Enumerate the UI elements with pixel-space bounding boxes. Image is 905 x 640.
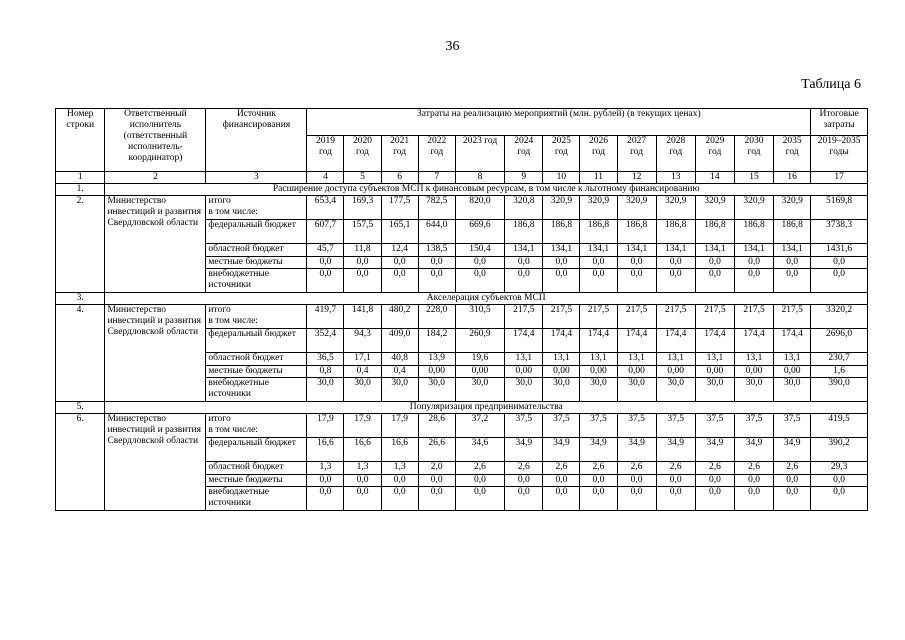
value-cell: 217,5 — [734, 305, 773, 329]
value-cell: 45,7 — [307, 244, 344, 257]
value-cell: 30,0 — [505, 378, 543, 402]
total-cell: 390,0 — [811, 378, 868, 402]
value-cell: 186,8 — [505, 220, 543, 244]
value-cell: 2,6 — [505, 462, 543, 475]
value-cell: 2,6 — [695, 462, 734, 475]
value-cell: 0,0 — [455, 487, 504, 511]
value-cell: 134,1 — [695, 244, 734, 257]
value-cell: 0,0 — [695, 257, 734, 269]
header-row-number: Номер строки — [56, 109, 105, 172]
value-cell: 37,5 — [774, 414, 811, 438]
value-cell: 0,0 — [774, 487, 811, 511]
value-cell: 186,8 — [617, 220, 656, 244]
value-cell: 0,0 — [656, 257, 695, 269]
column-number: 6 — [381, 172, 418, 184]
source-cell: внебюджетные источники — [206, 269, 307, 293]
value-cell: 34,6 — [455, 438, 504, 462]
section-row — [56, 402, 868, 414]
section-number: 1. — [56, 184, 105, 196]
value-cell: 30,0 — [656, 378, 695, 402]
value-cell: 0,4 — [381, 366, 418, 378]
value-cell: 0,0 — [505, 269, 543, 293]
value-cell: 0,0 — [505, 257, 543, 269]
value-cell: 134,1 — [774, 244, 811, 257]
value-cell: 36,5 — [307, 353, 344, 366]
value-cell: 669,6 — [455, 220, 504, 244]
header-year: 2030 год — [734, 136, 773, 172]
value-cell: 0,0 — [617, 487, 656, 511]
source-cell: областной бюджет — [206, 244, 307, 257]
value-cell: 217,5 — [617, 305, 656, 329]
header-year: 2021 год — [381, 136, 418, 172]
value-cell: 0,0 — [381, 269, 418, 293]
value-cell: 16,6 — [344, 438, 381, 462]
header-row — [56, 109, 868, 136]
value-cell: 0,0 — [418, 475, 455, 487]
value-cell: 782,5 — [418, 196, 455, 220]
total-cell: 0,0 — [811, 475, 868, 487]
value-cell: 174,4 — [580, 329, 617, 353]
value-cell: 644,0 — [418, 220, 455, 244]
value-cell: 0,00 — [418, 366, 455, 378]
value-cell: 174,4 — [543, 329, 580, 353]
header-year: 2029 год — [695, 136, 734, 172]
header-year: 2020 год — [344, 136, 381, 172]
total-cell: 0,0 — [811, 257, 868, 269]
header-year: 2026 год — [580, 136, 617, 172]
value-cell: 217,5 — [695, 305, 734, 329]
column-number: 7 — [418, 172, 455, 184]
column-number: 3 — [206, 172, 307, 184]
value-cell: 0,0 — [381, 487, 418, 511]
value-cell: 1,3 — [344, 462, 381, 475]
value-cell: 165,1 — [381, 220, 418, 244]
value-cell: 0,0 — [418, 257, 455, 269]
value-cell: 409,0 — [381, 329, 418, 353]
value-cell: 0,0 — [734, 257, 773, 269]
value-cell: 134,1 — [543, 244, 580, 257]
column-number: 4 — [307, 172, 344, 184]
source-cell: федеральный бюджет — [206, 438, 307, 462]
funding-table — [55, 108, 868, 511]
value-cell: 0,0 — [617, 475, 656, 487]
value-cell: 0,00 — [774, 366, 811, 378]
value-cell: 0,0 — [580, 269, 617, 293]
value-cell: 0,0 — [617, 257, 656, 269]
column-number: 10 — [543, 172, 580, 184]
value-cell: 30,0 — [734, 378, 773, 402]
column-number: 17 — [811, 172, 868, 184]
value-cell: 260,9 — [455, 329, 504, 353]
value-cell: 0,0 — [656, 487, 695, 511]
value-cell: 174,4 — [656, 329, 695, 353]
value-cell: 186,8 — [543, 220, 580, 244]
value-cell: 320,9 — [774, 196, 811, 220]
value-cell: 820,0 — [455, 196, 504, 220]
source-cell: итого в том числе: — [206, 414, 307, 438]
value-cell: 17,9 — [307, 414, 344, 438]
value-cell: 150,4 — [455, 244, 504, 257]
value-cell: 217,5 — [580, 305, 617, 329]
total-cell: 1431,6 — [811, 244, 868, 257]
value-cell: 30,0 — [455, 378, 504, 402]
value-cell: 0,0 — [344, 487, 381, 511]
value-cell: 0,0 — [307, 475, 344, 487]
value-cell: 0,0 — [695, 487, 734, 511]
value-cell: 134,1 — [580, 244, 617, 257]
header-total-period: 2019–2035 годы — [811, 136, 868, 172]
value-cell: 34,9 — [656, 438, 695, 462]
value-cell: 352,4 — [307, 329, 344, 353]
value-cell: 34,9 — [505, 438, 543, 462]
row-number: 6. — [56, 414, 105, 511]
total-cell: 5169,8 — [811, 196, 868, 220]
value-cell: 186,8 — [774, 220, 811, 244]
total-cell: 3738,3 — [811, 220, 868, 244]
value-cell: 320,9 — [617, 196, 656, 220]
value-cell: 0,0 — [381, 257, 418, 269]
total-cell: 1,6 — [811, 366, 868, 378]
column-number: 15 — [734, 172, 773, 184]
value-cell: 0,0 — [381, 475, 418, 487]
value-cell: 186,8 — [580, 220, 617, 244]
value-cell: 13,1 — [774, 353, 811, 366]
value-cell: 30,0 — [344, 378, 381, 402]
value-cell: 37,5 — [505, 414, 543, 438]
total-cell: 419,5 — [811, 414, 868, 438]
section-title: Популяризация предпринимательства — [105, 402, 868, 414]
header-year: 2025 год — [543, 136, 580, 172]
total-cell: 0,0 — [811, 269, 868, 293]
value-cell: 0,0 — [418, 487, 455, 511]
column-number: 5 — [344, 172, 381, 184]
value-cell: 0,0 — [543, 487, 580, 511]
header-executor: Ответственный исполнитель (ответственный исполнитель-координатор) — [105, 109, 206, 172]
value-cell: 37,5 — [734, 414, 773, 438]
total-cell: 0,0 — [811, 487, 868, 511]
value-cell: 0,0 — [543, 475, 580, 487]
value-cell: 2,6 — [580, 462, 617, 475]
value-cell: 0,00 — [505, 366, 543, 378]
value-cell: 19,6 — [455, 353, 504, 366]
value-cell: 320,9 — [543, 196, 580, 220]
column-number: 9 — [505, 172, 543, 184]
value-cell: 16,6 — [307, 438, 344, 462]
header-source: Источник финансирования — [206, 109, 307, 172]
value-cell: 0,0 — [344, 269, 381, 293]
value-cell: 134,1 — [505, 244, 543, 257]
total-cell: 230,7 — [811, 353, 868, 366]
column-number: 2 — [105, 172, 206, 184]
column-number: 12 — [617, 172, 656, 184]
value-cell: 2,6 — [734, 462, 773, 475]
value-cell: 13,1 — [505, 353, 543, 366]
value-cell: 2,6 — [543, 462, 580, 475]
value-cell: 169,3 — [344, 196, 381, 220]
value-cell: 320,9 — [695, 196, 734, 220]
value-cell: 0,0 — [580, 475, 617, 487]
value-cell: 0,0 — [734, 487, 773, 511]
value-cell: 30,0 — [307, 378, 344, 402]
column-number: 13 — [656, 172, 695, 184]
table-caption: Таблица 6 — [801, 77, 861, 92]
value-cell: 0,4 — [344, 366, 381, 378]
value-cell: 320,9 — [734, 196, 773, 220]
source-cell: федеральный бюджет — [206, 220, 307, 244]
value-cell: 186,8 — [656, 220, 695, 244]
header-costs: Затраты на реализацию мероприятий (млн. рублей) (в текущих ценах) — [307, 109, 811, 136]
value-cell: 0,0 — [307, 257, 344, 269]
value-cell: 13,1 — [734, 353, 773, 366]
value-cell: 186,8 — [695, 220, 734, 244]
section-row — [56, 184, 868, 196]
value-cell: 0,0 — [505, 487, 543, 511]
value-cell: 217,5 — [543, 305, 580, 329]
value-cell: 2,6 — [774, 462, 811, 475]
value-cell: 13,1 — [656, 353, 695, 366]
table-row — [56, 196, 868, 220]
value-cell: 0,00 — [543, 366, 580, 378]
row-number: 2. — [56, 196, 105, 293]
value-cell: 320,8 — [505, 196, 543, 220]
value-cell: 30,0 — [381, 378, 418, 402]
value-cell: 13,1 — [617, 353, 656, 366]
value-cell: 11,8 — [344, 244, 381, 257]
executor-cell: Министерство инвестиций и развития Свердловской области — [105, 305, 206, 402]
value-cell: 174,4 — [774, 329, 811, 353]
value-cell: 34,9 — [774, 438, 811, 462]
section-title: Расширение доступа субъектов МСП к финансовым ресурсам, в том числе к льготному финансированию — [105, 184, 868, 196]
value-cell: 0,0 — [307, 269, 344, 293]
row-number: 4. — [56, 305, 105, 402]
value-cell: 30,0 — [418, 378, 455, 402]
value-cell: 26,6 — [418, 438, 455, 462]
table-row — [56, 305, 868, 329]
executor-cell: Министерство инвестиций и развития Свердловской области — [105, 196, 206, 293]
header-year: 2027 год — [617, 136, 656, 172]
value-cell: 30,0 — [580, 378, 617, 402]
value-cell: 0,00 — [455, 366, 504, 378]
value-cell: 13,1 — [580, 353, 617, 366]
value-cell: 30,0 — [695, 378, 734, 402]
value-cell: 0,0 — [695, 475, 734, 487]
source-cell: внебюджетные источники — [206, 487, 307, 511]
value-cell: 0,00 — [656, 366, 695, 378]
value-cell: 0,0 — [734, 269, 773, 293]
value-cell: 0,0 — [344, 475, 381, 487]
value-cell: 0,0 — [543, 269, 580, 293]
value-cell: 37,5 — [617, 414, 656, 438]
value-cell: 0,00 — [617, 366, 656, 378]
header-year: 2019 год — [307, 136, 344, 172]
value-cell: 13,9 — [418, 353, 455, 366]
value-cell: 0,0 — [418, 269, 455, 293]
value-cell: 134,1 — [656, 244, 695, 257]
value-cell: 157,5 — [344, 220, 381, 244]
value-cell: 2,0 — [418, 462, 455, 475]
column-number: 11 — [580, 172, 617, 184]
total-cell: 2696,0 — [811, 329, 868, 353]
value-cell: 217,5 — [505, 305, 543, 329]
value-cell: 40,8 — [381, 353, 418, 366]
value-cell: 419,7 — [307, 305, 344, 329]
header-year: 2023 год — [455, 136, 504, 172]
value-cell: 34,9 — [580, 438, 617, 462]
value-cell: 174,4 — [505, 329, 543, 353]
value-cell: 186,8 — [734, 220, 773, 244]
value-cell: 34,9 — [543, 438, 580, 462]
column-number: 14 — [695, 172, 734, 184]
header-year: 2024 год — [505, 136, 543, 172]
value-cell: 12,4 — [381, 244, 418, 257]
value-cell: 30,0 — [774, 378, 811, 402]
value-cell: 310,5 — [455, 305, 504, 329]
value-cell: 0,0 — [455, 257, 504, 269]
source-cell: областной бюджет — [206, 462, 307, 475]
table-row — [56, 414, 868, 438]
value-cell: 37,5 — [580, 414, 617, 438]
value-cell: 0,0 — [580, 257, 617, 269]
value-cell: 0,0 — [774, 475, 811, 487]
value-cell: 37,5 — [695, 414, 734, 438]
source-cell: местные бюджеты — [206, 475, 307, 487]
value-cell: 228,0 — [418, 305, 455, 329]
value-cell: 174,4 — [695, 329, 734, 353]
value-cell: 94,3 — [344, 329, 381, 353]
value-cell: 607,7 — [307, 220, 344, 244]
section-title: Акселерация субъектов МСП — [105, 293, 868, 305]
total-cell: 390,2 — [811, 438, 868, 462]
value-cell: 0,00 — [580, 366, 617, 378]
value-cell: 134,1 — [617, 244, 656, 257]
value-cell: 1,3 — [307, 462, 344, 475]
value-cell: 184,2 — [418, 329, 455, 353]
source-cell: итого в том числе: — [206, 305, 307, 329]
source-cell: местные бюджеты — [206, 257, 307, 269]
value-cell: 30,0 — [617, 378, 656, 402]
value-cell: 0,0 — [656, 475, 695, 487]
value-cell: 34,9 — [734, 438, 773, 462]
executor-cell: Министерство инвестиций и развития Свердловской области — [105, 414, 206, 511]
value-cell: 0,0 — [774, 269, 811, 293]
value-cell: 0,0 — [307, 487, 344, 511]
value-cell: 17,9 — [381, 414, 418, 438]
column-number: 16 — [774, 172, 811, 184]
value-cell: 320,9 — [580, 196, 617, 220]
value-cell: 480,2 — [381, 305, 418, 329]
value-cell: 2,6 — [455, 462, 504, 475]
value-cell: 0,0 — [734, 475, 773, 487]
header-year: 2022 год — [418, 136, 455, 172]
header-total: Итоговые затраты — [811, 109, 868, 136]
value-cell: 0,0 — [505, 475, 543, 487]
value-cell: 0,0 — [695, 269, 734, 293]
source-cell: областной бюджет — [206, 353, 307, 366]
value-cell: 138,5 — [418, 244, 455, 257]
value-cell: 37,5 — [543, 414, 580, 438]
value-cell: 37,2 — [455, 414, 504, 438]
value-cell: 0,0 — [455, 475, 504, 487]
value-cell: 0,0 — [344, 257, 381, 269]
source-cell: внебюджетные источники — [206, 378, 307, 402]
value-cell: 217,5 — [774, 305, 811, 329]
source-cell: итого в том числе: — [206, 196, 307, 220]
value-cell: 1,3 — [381, 462, 418, 475]
value-cell: 134,1 — [734, 244, 773, 257]
value-cell: 16,6 — [381, 438, 418, 462]
value-cell: 0,8 — [307, 366, 344, 378]
value-cell: 30,0 — [543, 378, 580, 402]
value-cell: 0,0 — [455, 269, 504, 293]
value-cell: 320,9 — [656, 196, 695, 220]
value-cell: 0,0 — [580, 487, 617, 511]
value-cell: 0,0 — [656, 269, 695, 293]
column-numbers-row — [56, 172, 868, 184]
section-row — [56, 293, 868, 305]
value-cell: 174,4 — [734, 329, 773, 353]
value-cell: 13,1 — [543, 353, 580, 366]
value-cell: 2,6 — [656, 462, 695, 475]
value-cell: 0,0 — [543, 257, 580, 269]
source-cell: местные бюджеты — [206, 366, 307, 378]
header-year: 2028 год — [656, 136, 695, 172]
value-cell: 13,1 — [695, 353, 734, 366]
source-cell: федеральный бюджет — [206, 329, 307, 353]
header-year: 2035 год — [774, 136, 811, 172]
value-cell: 34,9 — [695, 438, 734, 462]
value-cell: 217,5 — [656, 305, 695, 329]
value-cell: 28,6 — [418, 414, 455, 438]
value-cell: 0,0 — [774, 257, 811, 269]
value-cell: 177,5 — [381, 196, 418, 220]
value-cell: 0,00 — [695, 366, 734, 378]
value-cell: 174,4 — [617, 329, 656, 353]
column-number: 1 — [56, 172, 105, 184]
page-number: 36 — [445, 39, 460, 54]
value-cell: 141,8 — [344, 305, 381, 329]
value-cell: 0,0 — [617, 269, 656, 293]
value-cell: 2,6 — [617, 462, 656, 475]
section-number: 3. — [56, 293, 105, 305]
total-cell: 29,3 — [811, 462, 868, 475]
value-cell: 653,4 — [307, 196, 344, 220]
value-cell: 34,9 — [617, 438, 656, 462]
column-number: 8 — [455, 172, 504, 184]
section-number: 5. — [56, 402, 105, 414]
value-cell: 37,5 — [656, 414, 695, 438]
value-cell: 0,00 — [734, 366, 773, 378]
value-cell: 17,1 — [344, 353, 381, 366]
value-cell: 17,9 — [344, 414, 381, 438]
total-cell: 3320,2 — [811, 305, 868, 329]
